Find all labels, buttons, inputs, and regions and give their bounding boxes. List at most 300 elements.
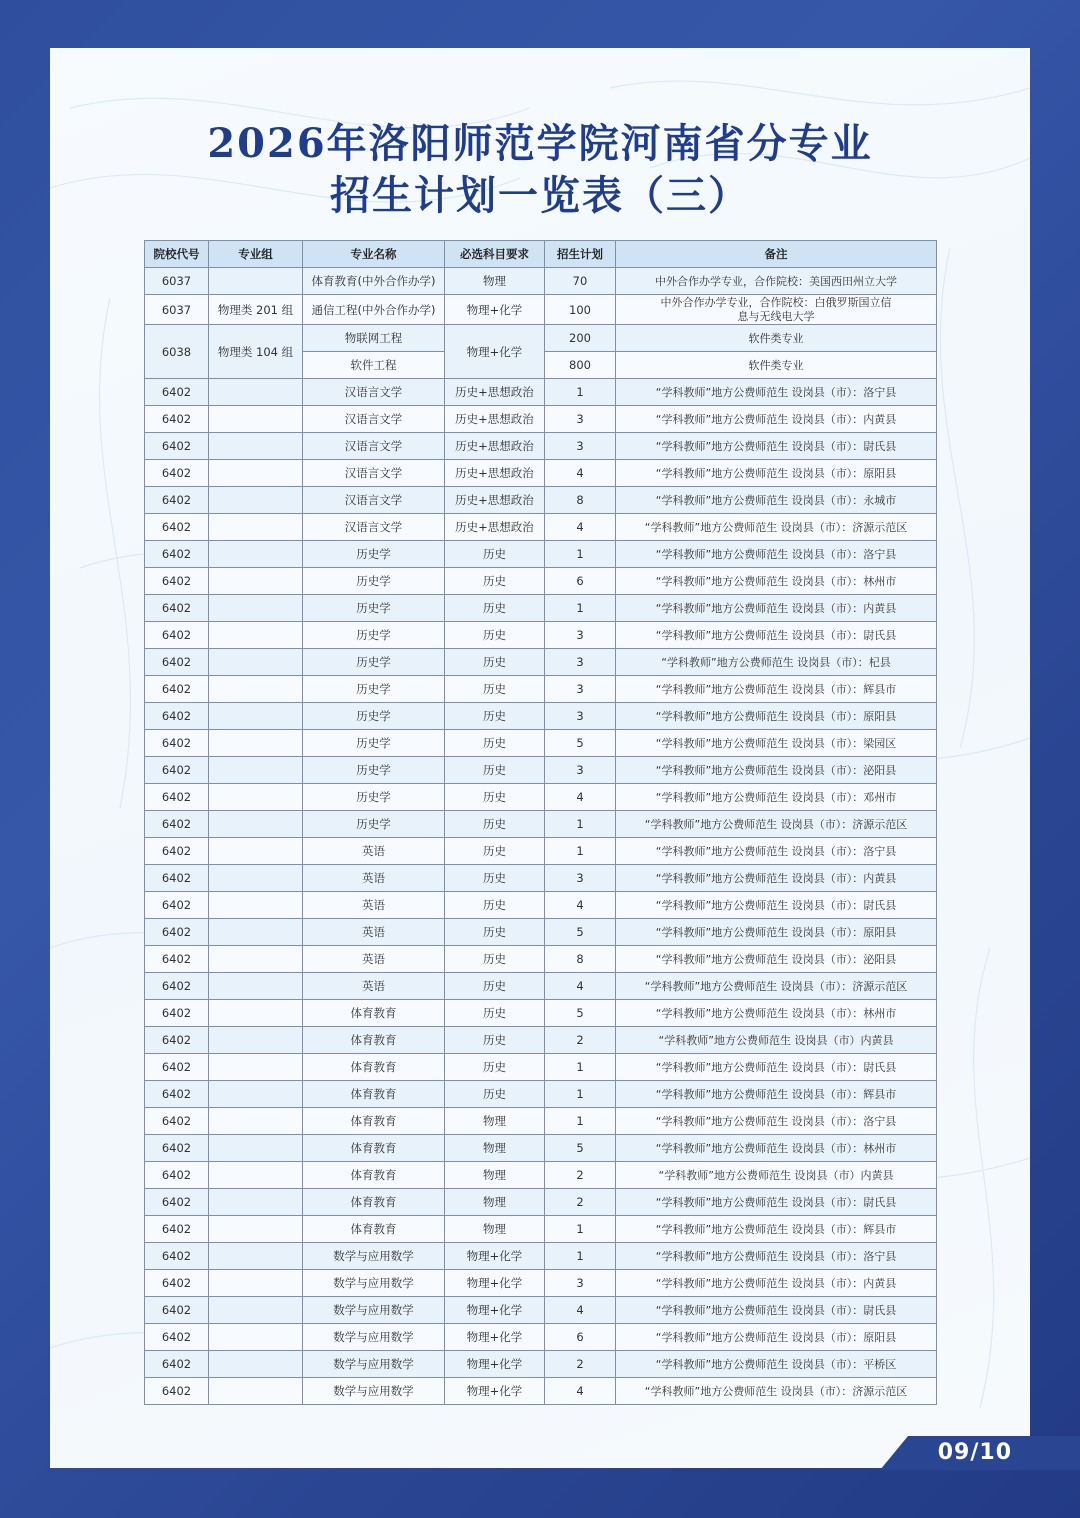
cell-school-code: 6402 xyxy=(145,946,209,973)
table-row xyxy=(145,487,937,514)
cell-remarks: “学科教师”地方公费师范生 设岗县（市）：泌阳县 xyxy=(616,946,937,973)
cell-remarks: “学科教师”地方公费师范生 设岗县（市）：辉县市 xyxy=(616,1216,937,1243)
cell-plan-count: 1 xyxy=(545,595,616,622)
table-row xyxy=(145,1243,937,1270)
cell-required-subjects: 历史 xyxy=(445,1081,545,1108)
cell-remarks: “学科教师”地方公费师范生 设岗县（市）：原阳县 xyxy=(616,919,937,946)
cell-major-group xyxy=(209,1027,303,1054)
cell-remarks: “学科教师”地方公费师范生 设岗县（市）：洛宁县 xyxy=(616,1243,937,1270)
cell-required-subjects: 历史 xyxy=(445,865,545,892)
cell-school-code: 6402 xyxy=(145,460,209,487)
cell-required-subjects: 历史 xyxy=(445,757,545,784)
cell-plan-count: 4 xyxy=(545,1378,616,1405)
cell-plan-count: 1 xyxy=(545,1216,616,1243)
enrollment-plan-table xyxy=(144,240,937,1405)
cell-remarks: “学科教师”地方公费师范生 设岗县（市）：尉氏县 xyxy=(616,1189,937,1216)
cell-school-code: 6402 xyxy=(145,514,209,541)
cell-major-group xyxy=(209,514,303,541)
cell-required-subjects: 历史+思想政治 xyxy=(445,406,545,433)
cell-required-subjects: 历史+思想政治 xyxy=(445,514,545,541)
table-row xyxy=(145,919,937,946)
cell-plan-count: 1 xyxy=(545,838,616,865)
cell-major-group xyxy=(209,1378,303,1405)
cell-required-subjects: 历史 xyxy=(445,730,545,757)
cell-remarks: 中外合作办学专业，合作院校：白俄罗斯国立信息与无线电大学 xyxy=(616,295,937,325)
table-header-row xyxy=(145,241,937,268)
page-number-tab xyxy=(880,1436,1080,1470)
cell-remarks: “学科教师”地方公费师范生 设岗县（市）：平桥区 xyxy=(616,1351,937,1378)
table-row xyxy=(145,325,937,352)
cell-required-subjects: 历史+思想政治 xyxy=(445,460,545,487)
cell-required-subjects: 历史 xyxy=(445,919,545,946)
cell-remarks: “学科教师”地方公费师范生 设岗县（市）：尉氏县 xyxy=(616,433,937,460)
cell-major-name: 历史学 xyxy=(303,784,445,811)
cell-required-subjects: 物理 xyxy=(445,1189,545,1216)
cell-major-group xyxy=(209,811,303,838)
cell-major-name: 汉语言文学 xyxy=(303,514,445,541)
cell-plan-count: 1 xyxy=(545,1108,616,1135)
header-school-code: 院校代号 xyxy=(145,241,209,268)
cell-school-code: 6037 xyxy=(145,295,209,325)
cell-major-name: 历史学 xyxy=(303,622,445,649)
cell-plan-count: 5 xyxy=(545,919,616,946)
header-remarks: 备注 xyxy=(616,241,937,268)
cell-required-subjects: 历史 xyxy=(445,649,545,676)
cell-plan-count: 3 xyxy=(545,865,616,892)
cell-school-code: 6402 xyxy=(145,865,209,892)
cell-school-code: 6402 xyxy=(145,487,209,514)
table-row xyxy=(145,541,937,568)
cell-school-code: 6402 xyxy=(145,784,209,811)
cell-major-group xyxy=(209,1189,303,1216)
cell-major-name: 数学与应用数学 xyxy=(303,1351,445,1378)
cell-remarks: “学科教师”地方公费师范生 设岗县（市）：原阳县 xyxy=(616,460,937,487)
cell-major-name: 汉语言文学 xyxy=(303,460,445,487)
cell-major-name: 历史学 xyxy=(303,568,445,595)
table-row xyxy=(145,1162,937,1189)
cell-required-subjects: 物理 xyxy=(445,1135,545,1162)
cell-plan-count: 1 xyxy=(545,1081,616,1108)
cell-required-subjects: 历史 xyxy=(445,838,545,865)
cell-required-subjects: 历史 xyxy=(445,541,545,568)
title-line-2: 招生计划一览表（三） xyxy=(330,172,750,219)
cell-major-name: 汉语言文学 xyxy=(303,487,445,514)
cell-major-name: 英语 xyxy=(303,946,445,973)
cell-plan-count: 70 xyxy=(545,268,616,295)
cell-remarks: “学科教师”地方公费师范生 设岗县（市）：尉氏县 xyxy=(616,622,937,649)
cell-school-code: 6402 xyxy=(145,730,209,757)
cell-school-code: 6402 xyxy=(145,1216,209,1243)
table-row xyxy=(145,622,937,649)
page-title xyxy=(50,118,1030,222)
cell-remarks: “学科教师”地方公费师范生 设岗县（市）：辉县市 xyxy=(616,676,937,703)
table-row xyxy=(145,1324,937,1351)
cell-major-name: 历史学 xyxy=(303,541,445,568)
title-line-1: 2026年洛阳师范学院河南省分专业 xyxy=(207,120,873,167)
cell-major-group xyxy=(209,973,303,1000)
table-row xyxy=(145,676,937,703)
cell-major-group xyxy=(209,865,303,892)
cell-remarks: “学科教师”地方公费师范生 设岗县（市）：梁园区 xyxy=(616,730,937,757)
cell-plan-count: 4 xyxy=(545,1297,616,1324)
cell-major-group xyxy=(209,1162,303,1189)
header-enrollment-plan: 招生计划 xyxy=(545,241,616,268)
cell-major-name: 数学与应用数学 xyxy=(303,1243,445,1270)
cell-plan-count: 8 xyxy=(545,946,616,973)
cell-major-group xyxy=(209,676,303,703)
cell-remarks: “学科教师”地方公费师范生 设岗县（市）：济源示范区 xyxy=(616,811,937,838)
cell-plan-count: 3 xyxy=(545,406,616,433)
cell-remarks: “学科教师”地方公费师范生 设岗县（市）：内黄县 xyxy=(616,406,937,433)
cell-required-subjects: 历史+思想政治 xyxy=(445,487,545,514)
cell-major-name: 数学与应用数学 xyxy=(303,1270,445,1297)
cell-plan-count: 1 xyxy=(545,1054,616,1081)
cell-remarks: “学科教师”地方公费师范生 设岗县（市）：原阳县 xyxy=(616,703,937,730)
cell-major-name: 数学与应用数学 xyxy=(303,1297,445,1324)
cell-major-name: 英语 xyxy=(303,892,445,919)
table-row xyxy=(145,1108,937,1135)
cell-required-subjects: 历史+思想政治 xyxy=(445,433,545,460)
table-row xyxy=(145,379,937,406)
cell-school-code: 6402 xyxy=(145,811,209,838)
header-major-name: 专业名称 xyxy=(303,241,445,268)
cell-plan-count: 1 xyxy=(545,379,616,406)
cell-school-code: 6402 xyxy=(145,406,209,433)
cell-major-group xyxy=(209,946,303,973)
cell-major-group xyxy=(209,703,303,730)
cell-plan-count: 4 xyxy=(545,973,616,1000)
cell-school-code: 6402 xyxy=(145,1270,209,1297)
cell-plan-count: 5 xyxy=(545,730,616,757)
cell-major-name: 体育教育 xyxy=(303,1162,445,1189)
table-row xyxy=(145,1027,937,1054)
cell-plan-count: 4 xyxy=(545,784,616,811)
cell-required-subjects: 物理 xyxy=(445,1216,545,1243)
cell-plan-count: 8 xyxy=(545,487,616,514)
table-row xyxy=(145,946,937,973)
table-row xyxy=(145,973,937,1000)
table-row xyxy=(145,892,937,919)
cell-plan-count: 2 xyxy=(545,1189,616,1216)
cell-required-subjects: 物理+化学 xyxy=(445,1270,545,1297)
cell-required-subjects: 物理 xyxy=(445,1108,545,1135)
cell-required-subjects: 历史 xyxy=(445,1054,545,1081)
cell-remarks: “学科教师”地方公费师范生 设岗县（市）：济源示范区 xyxy=(616,514,937,541)
cell-remarks: “学科教师”地方公费师范生 设岗县（市）：林州市 xyxy=(616,1000,937,1027)
table-row xyxy=(145,514,937,541)
cell-major-group xyxy=(209,1108,303,1135)
cell-school-code: 6402 xyxy=(145,838,209,865)
cell-major-name: 汉语言文学 xyxy=(303,406,445,433)
cell-major-name: 物联网工程 xyxy=(303,325,445,352)
cell-major-name: 体育教育(中外合作办学) xyxy=(303,268,445,295)
cell-remarks: “学科教师”地方公费师范生 设岗县（市）：辉县市 xyxy=(616,1081,937,1108)
cell-major-group xyxy=(209,1054,303,1081)
cell-school-code: 6402 xyxy=(145,622,209,649)
table-row xyxy=(145,784,937,811)
cell-major-group xyxy=(209,1000,303,1027)
cell-major-name: 体育教育 xyxy=(303,1054,445,1081)
cell-required-subjects: 历史 xyxy=(445,946,545,973)
cell-school-code: 6402 xyxy=(145,1351,209,1378)
cell-major-name: 汉语言文学 xyxy=(303,433,445,460)
cell-major-group xyxy=(209,595,303,622)
cell-remarks: “学科教师”地方公费师范生 设岗县（市）：洛宁县 xyxy=(616,1108,937,1135)
cell-school-code: 6037 xyxy=(145,268,209,295)
cell-plan-count: 4 xyxy=(545,460,616,487)
cell-remarks: 中外合作办学专业，合作院校：美国西田州立大学 xyxy=(616,268,937,295)
cell-major-group xyxy=(209,487,303,514)
cell-major-name: 汉语言文学 xyxy=(303,379,445,406)
cell-major-name: 体育教育 xyxy=(303,1081,445,1108)
cell-major-group xyxy=(209,541,303,568)
cell-school-code: 6402 xyxy=(145,379,209,406)
cell-required-subjects: 物理+化学 xyxy=(445,325,545,379)
table-row xyxy=(145,703,937,730)
header-major-group: 专业组 xyxy=(209,241,303,268)
cell-remarks: “学科教师”地方公费师范生 设岗县（市）：杞县 xyxy=(616,649,937,676)
cell-major-group xyxy=(209,406,303,433)
cell-major-name: 英语 xyxy=(303,838,445,865)
cell-major-group xyxy=(209,1270,303,1297)
cell-school-code: 6402 xyxy=(145,1297,209,1324)
cell-major-group xyxy=(209,568,303,595)
cell-major-group xyxy=(209,757,303,784)
table-row xyxy=(145,1081,937,1108)
cell-school-code: 6402 xyxy=(145,595,209,622)
cell-major-group xyxy=(209,1135,303,1162)
cell-major-name: 体育教育 xyxy=(303,1108,445,1135)
table-row xyxy=(145,1297,937,1324)
cell-required-subjects: 历史 xyxy=(445,1000,545,1027)
cell-required-subjects: 物理 xyxy=(445,1162,545,1189)
cell-remarks: “学科教师”地方公费师范生 设岗县（市）：尉氏县 xyxy=(616,1297,937,1324)
table-row xyxy=(145,1135,937,1162)
cell-school-code: 6402 xyxy=(145,892,209,919)
table-row xyxy=(145,1054,937,1081)
cell-plan-count: 100 xyxy=(545,295,616,325)
cell-remarks: “学科教师”地方公费师范生 设岗县（市）：林州市 xyxy=(616,568,937,595)
cell-major-name: 历史学 xyxy=(303,757,445,784)
cell-required-subjects: 物理+化学 xyxy=(445,1378,545,1405)
cell-school-code: 6402 xyxy=(145,1027,209,1054)
cell-major-group xyxy=(209,1351,303,1378)
cell-plan-count: 3 xyxy=(545,703,616,730)
cell-remarks: “学科教师”地方公费师范生 设岗县（市）：内黄县 xyxy=(616,1270,937,1297)
cell-school-code: 6402 xyxy=(145,919,209,946)
cell-school-code: 6402 xyxy=(145,1108,209,1135)
cell-major-group xyxy=(209,1324,303,1351)
cell-remarks: “学科教师”地方公费师范生 设岗县（市）：尉氏县 xyxy=(616,1054,937,1081)
cell-major-group xyxy=(209,1243,303,1270)
cell-school-code: 6402 xyxy=(145,1378,209,1405)
cell-major-name: 历史学 xyxy=(303,676,445,703)
cell-major-group xyxy=(209,433,303,460)
cell-remarks: “学科教师”地方公费师范生 设岗县（市）：内黄县 xyxy=(616,595,937,622)
cell-plan-count: 800 xyxy=(545,352,616,379)
cell-remarks: “学科教师”地方公费师范生 设岗县（市）：泌阳县 xyxy=(616,757,937,784)
cell-required-subjects: 物理 xyxy=(445,268,545,295)
cell-remarks: “学科教师”地方公费师范生 设岗县（市）：内黄县 xyxy=(616,865,937,892)
cell-school-code: 6402 xyxy=(145,1324,209,1351)
cell-required-subjects: 历史 xyxy=(445,784,545,811)
header-required-subjects: 必选科目要求 xyxy=(445,241,545,268)
cell-required-subjects: 物理+化学 xyxy=(445,295,545,325)
cell-school-code: 6402 xyxy=(145,1243,209,1270)
cell-school-code: 6402 xyxy=(145,676,209,703)
cell-major-group xyxy=(209,1216,303,1243)
cell-major-group xyxy=(209,730,303,757)
cell-school-code: 6402 xyxy=(145,1081,209,1108)
cell-school-code: 6402 xyxy=(145,433,209,460)
cell-required-subjects: 物理+化学 xyxy=(445,1324,545,1351)
cell-plan-count: 200 xyxy=(545,325,616,352)
table-row xyxy=(145,1270,937,1297)
cell-remarks: 软件类专业 xyxy=(616,352,937,379)
cell-school-code: 6402 xyxy=(145,757,209,784)
table-row xyxy=(145,1000,937,1027)
table-row xyxy=(145,433,937,460)
table-row xyxy=(145,595,937,622)
cell-remarks: “学科教师”地方公费师范生 设岗县（市）：尉氏县 xyxy=(616,892,937,919)
cell-required-subjects: 历史+思想政治 xyxy=(445,379,545,406)
cell-plan-count: 3 xyxy=(545,433,616,460)
cell-school-code: 6038 xyxy=(145,325,209,379)
cell-plan-count: 1 xyxy=(545,811,616,838)
cell-plan-count: 5 xyxy=(545,1135,616,1162)
table-row xyxy=(145,406,937,433)
cell-major-name: 历史学 xyxy=(303,649,445,676)
cell-school-code: 6402 xyxy=(145,1189,209,1216)
table-row xyxy=(145,568,937,595)
cell-school-code: 6402 xyxy=(145,1054,209,1081)
table-row xyxy=(145,1378,937,1405)
cell-major-name: 体育教育 xyxy=(303,1000,445,1027)
cell-major-name: 英语 xyxy=(303,865,445,892)
cell-school-code: 6402 xyxy=(145,649,209,676)
cell-remarks: “学科教师”地方公费师范生 设岗县（市）：原阳县 xyxy=(616,1324,937,1351)
cell-plan-count: 1 xyxy=(545,1243,616,1270)
cell-remarks: “学科教师”地方公费师范生 设岗县（市）：永城市 xyxy=(616,487,937,514)
cell-plan-count: 2 xyxy=(545,1162,616,1189)
cell-plan-count: 3 xyxy=(545,757,616,784)
cell-remarks: “学科教师”地方公费师范生 设岗县（市）：济源示范区 xyxy=(616,973,937,1000)
cell-required-subjects: 历史 xyxy=(445,676,545,703)
cell-major-group: 物理类 201 组 xyxy=(209,295,303,325)
cell-plan-count: 4 xyxy=(545,514,616,541)
cell-remarks: 软件类专业 xyxy=(616,325,937,352)
cell-major-group xyxy=(209,838,303,865)
cell-major-name: 历史学 xyxy=(303,703,445,730)
cell-major-name: 历史学 xyxy=(303,730,445,757)
document-page xyxy=(50,48,1030,1468)
cell-major-name: 通信工程(中外合作办学) xyxy=(303,295,445,325)
cell-major-name: 历史学 xyxy=(303,811,445,838)
cell-required-subjects: 历史 xyxy=(445,892,545,919)
cell-major-name: 体育教育 xyxy=(303,1216,445,1243)
cell-required-subjects: 历史 xyxy=(445,568,545,595)
table-row xyxy=(145,838,937,865)
cell-plan-count: 5 xyxy=(545,1000,616,1027)
table-row xyxy=(145,268,937,295)
cell-major-group xyxy=(209,919,303,946)
cell-major-name: 历史学 xyxy=(303,595,445,622)
table-row xyxy=(145,1216,937,1243)
cell-major-group xyxy=(209,649,303,676)
cell-required-subjects: 物理+化学 xyxy=(445,1351,545,1378)
cell-remarks: “学科教师”地方公费师范生 设岗县（市）内黄县 xyxy=(616,1027,937,1054)
cell-major-name: 数学与应用数学 xyxy=(303,1324,445,1351)
cell-school-code: 6402 xyxy=(145,541,209,568)
cell-major-group xyxy=(209,268,303,295)
cell-plan-count: 2 xyxy=(545,1351,616,1378)
cell-remarks: “学科教师”地方公费师范生 设岗县（市）内黄县 xyxy=(616,1162,937,1189)
cell-school-code: 6402 xyxy=(145,1000,209,1027)
table-row xyxy=(145,811,937,838)
cell-major-group xyxy=(209,622,303,649)
cell-remarks: “学科教师”地方公费师范生 设岗县（市）：邓州市 xyxy=(616,784,937,811)
cell-plan-count: 3 xyxy=(545,622,616,649)
cell-school-code: 6402 xyxy=(145,1162,209,1189)
table-row xyxy=(145,757,937,784)
cell-major-name: 数学与应用数学 xyxy=(303,1378,445,1405)
cell-required-subjects: 历史 xyxy=(445,973,545,1000)
cell-remarks: “学科教师”地方公费师范生 设岗县（市）：洛宁县 xyxy=(616,838,937,865)
cell-major-name: 英语 xyxy=(303,973,445,1000)
cell-required-subjects: 历史 xyxy=(445,811,545,838)
cell-required-subjects: 历史 xyxy=(445,595,545,622)
cell-major-group xyxy=(209,892,303,919)
cell-major-name: 英语 xyxy=(303,919,445,946)
table-body xyxy=(145,268,937,1405)
cell-school-code: 6402 xyxy=(145,973,209,1000)
cell-plan-count: 3 xyxy=(545,649,616,676)
cell-remarks: “学科教师”地方公费师范生 设岗县（市）：洛宁县 xyxy=(616,379,937,406)
cell-plan-count: 6 xyxy=(545,1324,616,1351)
cell-major-group xyxy=(209,460,303,487)
cell-major-group xyxy=(209,379,303,406)
cell-major-group: 物理类 104 组 xyxy=(209,325,303,379)
table-row xyxy=(145,865,937,892)
table-row xyxy=(145,649,937,676)
cell-major-group xyxy=(209,784,303,811)
cell-major-group xyxy=(209,1297,303,1324)
cell-school-code: 6402 xyxy=(145,568,209,595)
cell-school-code: 6402 xyxy=(145,703,209,730)
cell-plan-count: 2 xyxy=(545,1027,616,1054)
cell-major-name: 体育教育 xyxy=(303,1027,445,1054)
cell-plan-count: 1 xyxy=(545,541,616,568)
cell-major-name: 体育教育 xyxy=(303,1135,445,1162)
cell-remarks: “学科教师”地方公费师范生 设岗县（市）：济源示范区 xyxy=(616,1378,937,1405)
page-number: 09/10 xyxy=(937,1440,1012,1465)
cell-major-name: 体育教育 xyxy=(303,1189,445,1216)
cell-remarks: “学科教师”地方公费师范生 设岗县（市）：林州市 xyxy=(616,1135,937,1162)
table-row xyxy=(145,730,937,757)
enrollment-plan-table-container xyxy=(144,240,936,1405)
cell-plan-count: 4 xyxy=(545,892,616,919)
cell-required-subjects: 物理+化学 xyxy=(445,1243,545,1270)
table-row xyxy=(145,1351,937,1378)
table-row xyxy=(145,295,937,325)
cell-required-subjects: 历史 xyxy=(445,703,545,730)
cell-major-group xyxy=(209,1081,303,1108)
cell-school-code: 6402 xyxy=(145,1135,209,1162)
cell-major-name: 软件工程 xyxy=(303,352,445,379)
cell-required-subjects: 物理+化学 xyxy=(445,1297,545,1324)
cell-required-subjects: 历史 xyxy=(445,622,545,649)
cell-required-subjects: 历史 xyxy=(445,1027,545,1054)
